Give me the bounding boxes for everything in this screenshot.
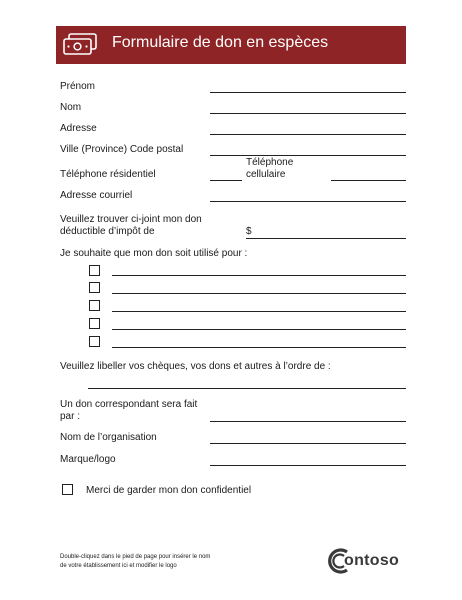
logo-text: ontoso — [344, 552, 400, 569]
prenom-field[interactable] — [210, 92, 406, 93]
currency-symbol: $ — [246, 226, 252, 237]
label-nom: Nom — [60, 102, 82, 113]
marque-field[interactable] — [210, 465, 406, 466]
label-marque: Marque/logo — [60, 454, 116, 465]
usage-checkbox-3[interactable] — [89, 300, 100, 311]
label-courriel: Adresse courriel — [60, 190, 133, 201]
tel-residentiel-field[interactable] — [210, 180, 242, 181]
label-cheques: Veuillez libeller vos chèques, vos dons et autres à l’ordre de : — [60, 361, 331, 372]
label-confidentiel: Merci de garder mon don confidentiel — [86, 485, 252, 496]
tel-cellulaire-field[interactable] — [331, 180, 406, 181]
label-organisation: Nom de l’organisation — [60, 432, 157, 443]
title-banner — [56, 26, 406, 64]
label-ville: Ville (Province) Code postal — [60, 144, 184, 155]
adresse-field[interactable] — [210, 134, 406, 135]
contoso-logo — [326, 546, 406, 576]
montant-field[interactable] — [246, 238, 406, 239]
usage-line-1[interactable] — [112, 275, 406, 276]
label-correspondant-2: par : — [60, 411, 81, 422]
nom-field[interactable] — [210, 113, 406, 114]
cash-bill-icon — [62, 32, 98, 58]
usage-line-5[interactable] — [112, 347, 406, 348]
usage-checkbox-5[interactable] — [89, 336, 100, 347]
ville-field[interactable] — [210, 155, 406, 156]
label-usage: Je souhaite que mon don soit utilisé pour : — [60, 248, 248, 259]
form-title: Formulaire de don en espèces — [112, 34, 329, 51]
confidentiel-checkbox[interactable] — [62, 484, 73, 495]
footer-note-1: Double-cliquez dans le pied de page pour insérer le nom — [60, 554, 211, 560]
label-don-1: Veuillez trouver ci-joint mon don — [60, 214, 202, 225]
label-tel-residentiel: Téléphone résidentiel — [60, 169, 156, 180]
usage-checkbox-2[interactable] — [89, 282, 100, 293]
label-correspondant-1: Un don correspondant sera fait — [60, 399, 198, 410]
beneficiaire-field[interactable] — [88, 388, 406, 389]
usage-line-4[interactable] — [112, 329, 406, 330]
usage-line-3[interactable] — [112, 311, 406, 312]
correspondant-field[interactable] — [210, 421, 406, 422]
label-tel-cellulaire-1: Téléphone — [246, 157, 294, 168]
label-prenom: Prénom — [60, 81, 96, 92]
usage-checkbox-1[interactable] — [89, 265, 100, 276]
usage-checkbox-4[interactable] — [89, 318, 100, 329]
label-adresse: Adresse — [60, 123, 97, 134]
usage-line-2[interactable] — [112, 293, 406, 294]
label-tel-cellulaire-2: cellulaire — [246, 169, 286, 180]
organisation-field[interactable] — [210, 443, 406, 444]
courriel-field[interactable] — [210, 201, 406, 202]
label-don-2: déductible d’impôt de — [60, 226, 155, 237]
footer-note-2: de votre établissement ici et modifier le logo — [60, 563, 177, 569]
